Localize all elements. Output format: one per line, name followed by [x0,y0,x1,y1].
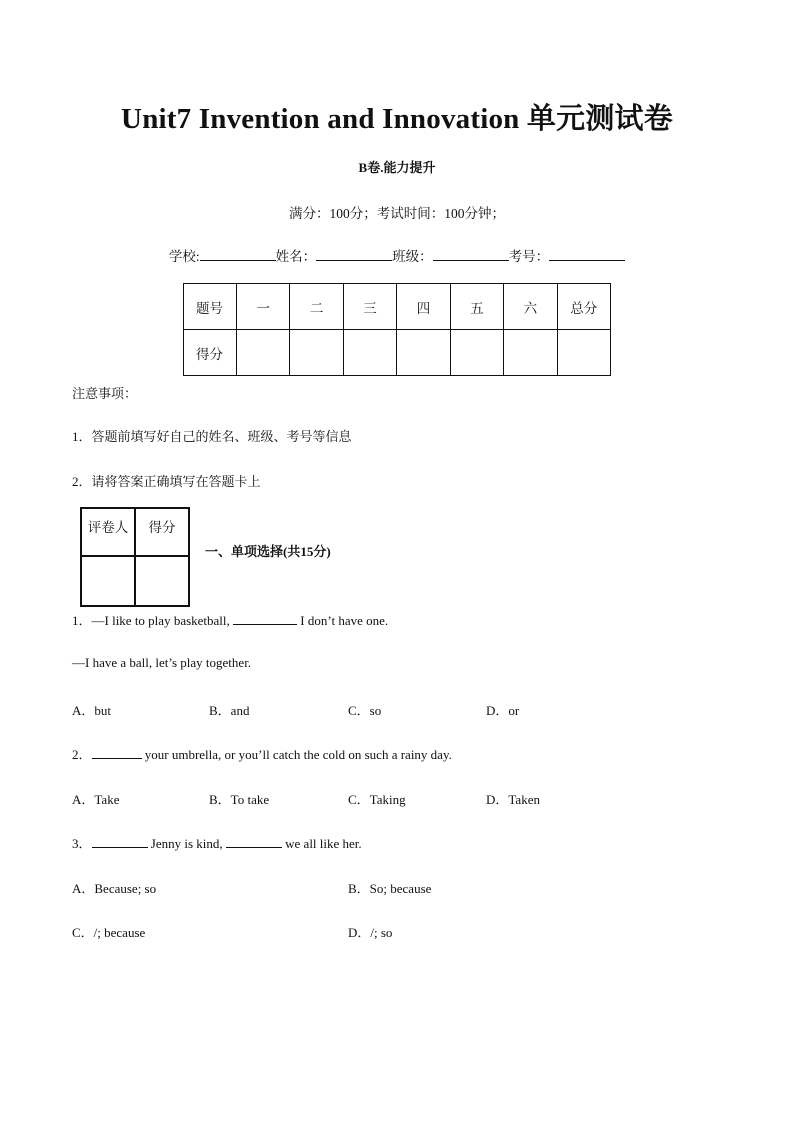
notice-heading: 注意事项： [72,386,138,401]
score-cell[interactable] [397,330,450,376]
name-blank[interactable] [316,246,392,261]
grader-reviewer-cell[interactable] [81,556,135,606]
question-text: Jenny is kind, [147,836,226,851]
page-title: Unit7 Invention and Innovation 单元测试卷 [121,103,673,135]
question-2-stem [72,744,452,763]
school-blank[interactable] [200,246,276,261]
question-2-option-b[interactable]: B．To take [209,792,270,807]
question-text: 2． [72,747,92,762]
question-3-option-d[interactable]: D．/; so [348,925,393,940]
score-table-header-cell: 题号 [184,284,237,330]
grader-score-cell[interactable] [135,556,189,606]
score-cell[interactable] [343,330,396,376]
question-1-stem [72,610,388,629]
answer-blank[interactable] [92,834,148,848]
class-blank[interactable] [433,246,509,261]
score-row-label: 得分 [184,330,237,376]
score-table [183,283,611,376]
grader-score-label: 得分 [135,508,189,556]
question-1-option-c[interactable]: C．so [348,703,382,718]
grader-box [80,507,190,607]
question-2-option-c[interactable]: C．Taking [348,792,406,807]
score-table-header-row [184,284,611,330]
score-table-header-cell: 三 [343,284,396,330]
score-table-header-cell: 总分 [557,284,610,330]
question-1-option-b[interactable]: B．and [209,703,250,718]
question-text: your umbrella, or you’ll catch the cold on such a rainy day. [141,747,452,762]
notice-item: 2．请将答案正确填写在答题卡上 [72,474,261,489]
grader-reviewer-label: 评卷人 [81,508,135,556]
question-3-stem [72,833,362,852]
number-blank[interactable] [549,246,625,261]
score-table-header-cell: 四 [397,284,450,330]
question-2-option-d[interactable]: D．Taken [486,792,540,807]
student-info-line [0,245,794,265]
question-1-option-a[interactable]: A．but [72,703,112,718]
score-cell[interactable] [504,330,557,376]
answer-blank[interactable] [226,834,282,848]
score-table-header-cell: 一 [237,284,290,330]
exam-meta: 满分：100分；考试时间：100分钟； [289,206,505,221]
score-table-header-cell: 二 [290,284,343,330]
score-cell[interactable] [237,330,290,376]
question-text: 3． [72,836,92,851]
answer-blank[interactable] [233,611,297,625]
question-text: we all like her. [281,836,362,851]
number-label: 考号： [508,249,550,264]
answer-blank[interactable] [92,745,142,759]
notice-item: 1．答题前填写好自己的姓名、班级、考号等信息 [72,429,352,444]
question-3-option-c[interactable]: C．/; because [72,925,146,940]
question-3-option-b[interactable]: B．So; because [348,881,432,896]
question-2-option-a[interactable]: A．Take [72,792,120,807]
score-table-score-row [184,330,611,376]
paper-subtitle: B卷.能力提升 [358,160,436,175]
question-3-option-a[interactable]: A．Because; so [72,881,157,896]
section-heading: 一、单项选择(共15分) [205,544,331,559]
class-label: 班级： [392,249,433,264]
score-cell[interactable] [290,330,343,376]
question-1-option-d[interactable]: D．or [486,703,520,718]
question-text: 1．—I like to play basketball, [72,613,234,628]
question-text: I don’t have one. [297,613,389,628]
score-cell[interactable] [557,330,610,376]
school-label: 学校: [168,249,200,264]
score-table-header-cell: 六 [504,284,557,330]
score-cell[interactable] [450,330,503,376]
name-label: 姓名： [275,249,317,264]
score-table-header-cell: 五 [450,284,503,330]
question-1-line2: —I have a ball, let’s play together. [72,655,252,670]
